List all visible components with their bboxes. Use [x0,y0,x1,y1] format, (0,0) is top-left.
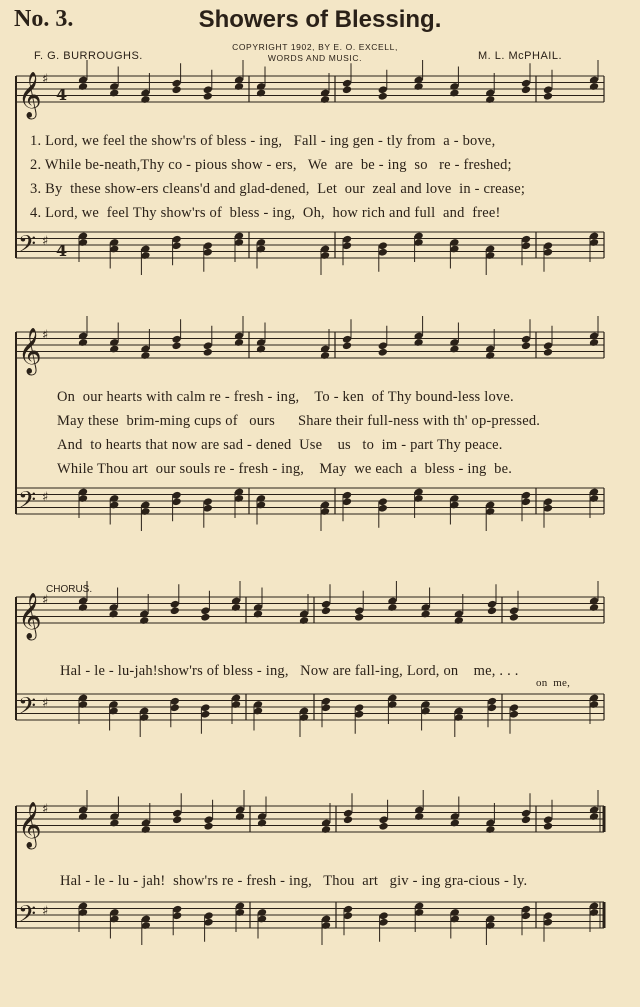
note-head [235,812,245,821]
note-head [321,825,331,834]
hymn-number: No. 3. [14,6,74,32]
note-head [234,338,244,347]
chorus-line-1: Hal - le - lu-jah!show'rs of bless - ing, Now are fall-ing, Lord, on me, . . . [60,663,519,679]
note-head [140,95,150,104]
composer-credit: M. L. McPHAIL. [478,50,563,62]
note-head [78,338,88,347]
note-head [170,606,180,615]
note-head [485,351,495,360]
treble-clef-icon: 𝄞 [18,802,42,848]
note-head [387,603,397,612]
note-head [378,822,388,831]
chorus-echo: on me, [536,677,571,689]
note-head [320,351,330,360]
sharp-icon: ♯ [42,234,49,249]
treble-clef-icon: 𝄞 [18,328,42,374]
note-head [256,89,266,98]
bass-clef-icon: 𝄢 [18,692,37,725]
note-head [449,345,459,354]
verse-line-3: And to hearts that now are sad - dened Use us to im - part Thy peace. [57,437,503,453]
note-head [413,82,423,91]
note-head [343,815,353,824]
note-head [171,85,181,94]
note-head [521,85,531,94]
note-head [521,341,531,350]
note-head [487,606,497,615]
time-signature: 4 [56,85,68,104]
chorus-line-2: Hal - le - lu - jah! show'rs re - fresh - ing, Thou art giv - ing gra-cious - ly. [60,873,528,889]
author-credit: F. G. BURROUGHS. [34,50,143,62]
sharp-icon: ♯ [42,904,49,919]
note-head [454,616,464,625]
note-head [449,89,459,98]
note-head [171,341,181,350]
note-head [140,351,150,360]
time-signature: 4 [56,241,68,260]
note-head [450,819,460,828]
note-head [109,819,119,828]
verse-line-2: 2. While be-neath,Thy co - pious show - ers, We are be - ing so re - freshed; [30,157,512,173]
note-head [141,825,151,834]
treble-clef-icon: 𝄞 [18,593,42,639]
bass-clef-icon: 𝄢 [18,230,37,263]
note-head [253,610,263,619]
sharp-icon: ♯ [42,696,49,711]
note-head [231,603,241,612]
treble-clef-icon: 𝄞 [18,72,42,118]
verse-line-1: On our hearts with calm re - fresh - ing, To - ken of Thy bound-less love. [57,389,514,405]
sharp-icon: ♯ [42,72,49,87]
sharp-icon: ♯ [42,490,49,505]
verse-line-2: May these brim-ming cups of ours Share their full-ness with th' op-pressed. [57,413,541,429]
note-head [342,341,352,350]
note-head [320,95,330,104]
note-head [414,812,424,821]
note-head [589,603,599,612]
note-head [420,610,430,619]
note-head [108,610,118,619]
bass-clef-icon: 𝄢 [18,900,37,933]
note-head [78,82,88,91]
note-head [543,92,553,101]
note-head [203,348,213,357]
verse-line-4: 4. Lord, we feel Thy show'rs of bless - ing, Oh, how rich and full and free! [30,205,501,221]
note-head [203,92,213,101]
copyright-line: WORDS AND MUSIC. [267,53,363,63]
note-head [589,82,599,91]
note-head [109,89,119,98]
note-head [109,345,119,354]
chorus-label: CHORUS. [46,584,93,595]
note-head [543,348,553,357]
note-head [485,825,495,834]
note-head [378,92,388,101]
verse-line-3: 3. By these show-ers cleans'd and glad-dened, Let our zeal and love in - crease; [30,181,526,197]
sharp-icon: ♯ [42,328,49,343]
note-head [78,812,88,821]
note-head [256,345,266,354]
note-head [78,603,88,612]
note-head [342,85,352,94]
note-head [413,338,423,347]
note-head [321,606,331,615]
note-head [203,822,213,831]
verse-line-1: 1. Lord, we feel the show'rs of bless - ing, Fall - ing gen - tly from a - bove, [30,133,496,149]
note-head [509,613,519,622]
bass-clef-icon: 𝄢 [18,486,37,519]
copyright-line: COPYRIGHT 1902, BY E. O. EXCELL, [232,42,398,52]
note-head [200,613,210,622]
verse-line-4: While Thou art our souls re - fresh - ing, May we each a bless - ing be. [57,461,513,477]
sharp-icon: ♯ [42,802,49,817]
sharp-icon: ♯ [42,593,49,608]
note-head [172,815,182,824]
hymn-title: Showers of Blessing. [198,6,442,33]
note-head [257,819,267,828]
note-head [543,822,553,831]
note-head [299,616,309,625]
note-head [139,616,149,625]
note-head [521,815,531,824]
note-head [378,348,388,357]
note-head [234,82,244,91]
note-head [354,613,364,622]
note-head [485,95,495,104]
note-head [589,338,599,347]
note-head [589,812,599,821]
